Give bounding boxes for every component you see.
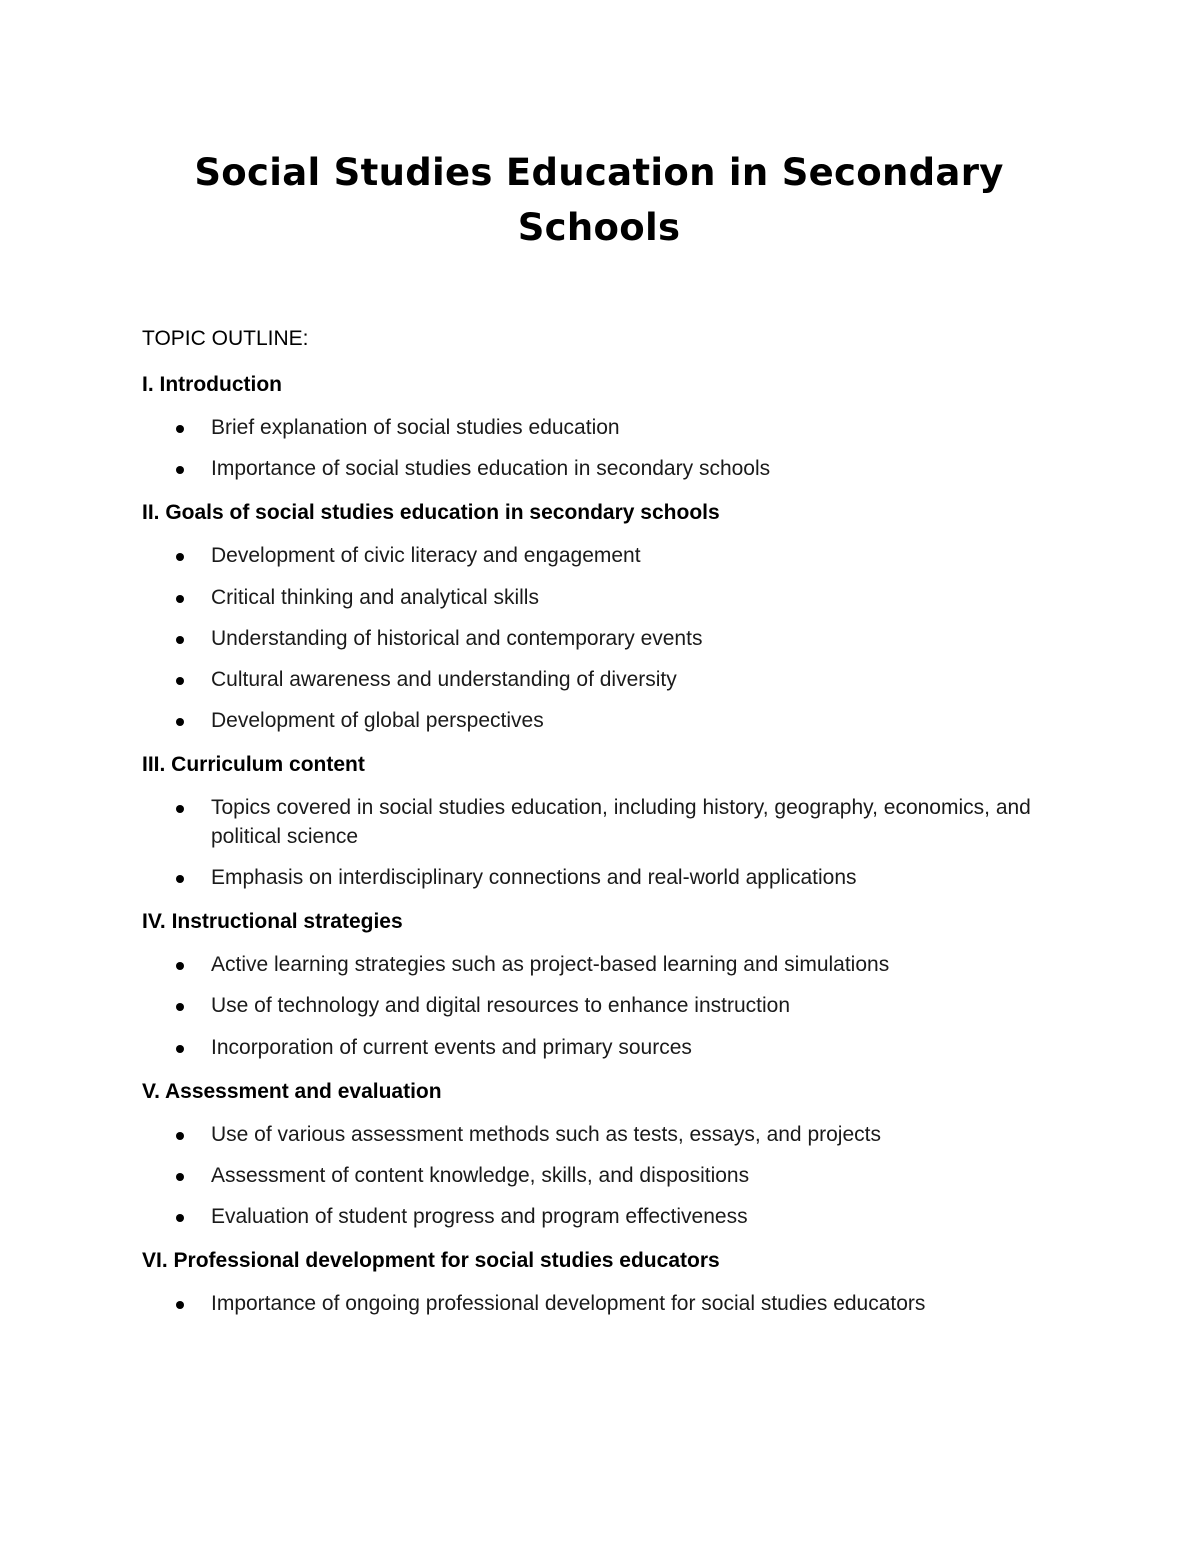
bullet-item [142, 794, 1042, 851]
title-line-1: Social Studies Education in Secondary [194, 151, 1004, 194]
document-title [120, 145, 1078, 255]
bullet-item-text: Understanding of historical and contemporary events [211, 626, 703, 650]
section-heading: I. Introduction [142, 373, 282, 396]
bullet-item [142, 1034, 1042, 1063]
bullet-item [142, 1290, 1042, 1319]
bullet-point-icon [176, 553, 184, 561]
bullet-list [142, 1290, 1042, 1319]
bullet-item-text: Brief explanation of social studies education [211, 416, 620, 439]
section-heading: II. Goals of social studies education in secondary schools [142, 501, 720, 525]
bullet-item-text: Emphasis on interdisciplinary connections and real-world applications [211, 866, 857, 889]
bullet-item [142, 625, 1042, 654]
outline-label: TOPIC OUTLINE: [142, 327, 309, 350]
bullet-item-text: Use of technology and digital resources to enhance instruction [211, 994, 791, 1018]
bullet-list [142, 794, 1042, 892]
bullet-point-icon [176, 962, 184, 970]
section-heading: III. Curriculum content [142, 753, 365, 777]
bullet-item-text: Assessment of content knowledge, skills, and dispositions [211, 1163, 750, 1187]
bullet-item [142, 992, 1042, 1021]
bullet-list [142, 542, 1042, 735]
bullet-point-icon [176, 1003, 184, 1011]
bullet-point-icon [176, 1045, 184, 1053]
bullet-item-text: Development of global perspectives [211, 709, 544, 733]
outline-section [142, 748, 1042, 892]
bullet-item-text: Evaluation of student progress and program effectiveness [211, 1205, 748, 1229]
bullet-point-icon [176, 718, 184, 726]
bullet-item-text: Use of various assessment methods such as tests, essays, and projects [211, 1122, 881, 1146]
outline-sections [142, 368, 1042, 1319]
bullet-item [142, 542, 1042, 571]
bullet-item [142, 1121, 1042, 1150]
bullet-point-icon [176, 677, 184, 685]
bullet-item [142, 951, 1042, 980]
bullet-point-icon [176, 1173, 184, 1181]
bullet-point-icon [176, 1132, 184, 1140]
bullet-item-text: Incorporation of current events and primary sources [211, 1035, 692, 1059]
bullet-item-text: Topics covered in social studies education, including history, geography, economics, and political science [211, 796, 1031, 848]
bullet-list [142, 414, 1042, 484]
title-line-2: Schools [517, 206, 681, 249]
bullet-point-icon [176, 636, 184, 644]
outline-section [142, 368, 1042, 484]
bullet-item [142, 455, 1042, 484]
bullet-item [142, 707, 1042, 736]
bullet-item-text: Importance of social studies education in secondary schools [211, 457, 771, 481]
bullet-item [142, 414, 1042, 443]
outline-section [142, 905, 1042, 1062]
bullet-point-icon [176, 1214, 184, 1222]
bullet-point-icon [176, 595, 184, 603]
outline-section [142, 1075, 1042, 1232]
bullet-item-text: Active learning strategies such as project-based learning and simulations [211, 953, 890, 977]
section-heading: IV. Instructional strategies [142, 910, 403, 934]
bullet-item-text: Development of civic literacy and engagement [211, 544, 641, 568]
section-heading: VI. Professional development for social studies educators [142, 1249, 720, 1273]
outline-content [142, 322, 1042, 1332]
bullet-item-text: Cultural awareness and understanding of diversity [211, 667, 677, 691]
bullet-point-icon [176, 1301, 184, 1309]
bullet-point-icon [176, 466, 184, 474]
bullet-item-text: Critical thinking and analytical skills [211, 585, 539, 609]
bullet-list [142, 1121, 1042, 1232]
bullet-point-icon [176, 805, 184, 813]
outline-section [142, 1244, 1042, 1319]
outline-section [142, 496, 1042, 735]
bullet-list [142, 951, 1042, 1062]
bullet-item [142, 864, 1042, 893]
bullet-item-text: Importance of ongoing professional development for social studies educators [211, 1292, 926, 1316]
bullet-item [142, 1203, 1042, 1232]
bullet-point-icon [176, 875, 184, 883]
bullet-point-icon [176, 425, 184, 433]
bullet-item [142, 584, 1042, 613]
bullet-item [142, 666, 1042, 695]
section-heading: V. Assessment and evaluation [142, 1079, 442, 1103]
bullet-item [142, 1162, 1042, 1191]
